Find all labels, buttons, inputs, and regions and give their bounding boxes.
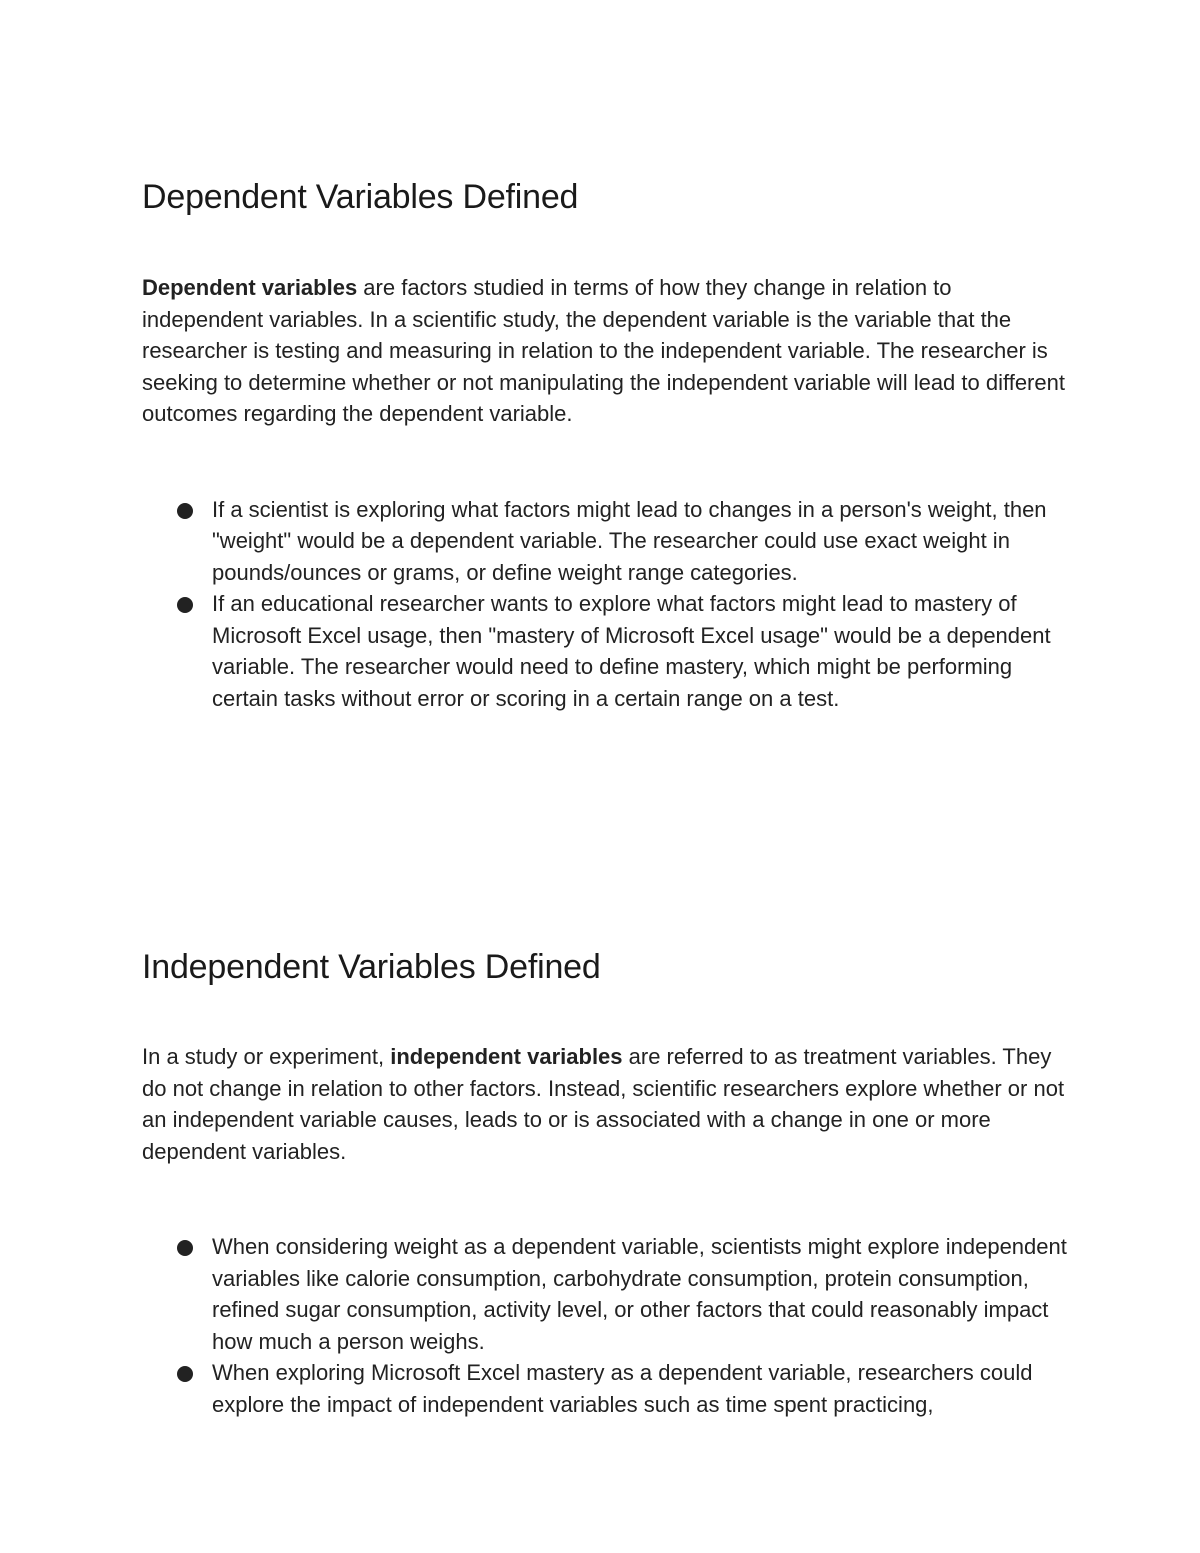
section-heading: Dependent Variables Defined xyxy=(142,178,579,216)
list-item xyxy=(212,1357,1072,1420)
intro-text-pre: In a study or experiment, xyxy=(142,1044,391,1069)
bullet-icon xyxy=(177,503,193,519)
dependent-variables-section xyxy=(142,174,1072,714)
section-intro xyxy=(142,1041,1072,1167)
section-heading: Independent Variables Defined xyxy=(142,948,601,986)
list-item xyxy=(212,588,1072,714)
bold-term: independent variables xyxy=(390,1044,623,1069)
intro-text: are referred to as treatment variables. They do not change in relation to other factors. Instead, scientific researchers explore whether or not an independent variable causes, leads to or is associated with a change in one or more dependent variables. xyxy=(142,1044,1065,1164)
list-item-text: When exploring Microsoft Excel mastery as a dependent variable, researchers could explore the impact of independent variables such as time spent practicing, xyxy=(212,1360,1033,1417)
bullet-icon xyxy=(177,1240,193,1256)
bullet-icon xyxy=(177,1366,193,1382)
bullet-list xyxy=(142,494,1072,715)
bullet-icon xyxy=(177,597,193,613)
section-intro xyxy=(142,272,1072,430)
list-item-text: When considering weight as a dependent variable, scientists might explore independent variables like calorie consumption, carbohydrate consumption, protein consumption, refined sugar consumption, activity level, or other factors that could reasonably impact how much a person weighs. xyxy=(212,1234,1067,1354)
list-item xyxy=(212,494,1072,589)
bullet-list xyxy=(142,1231,1072,1420)
independent-variables-section xyxy=(142,944,1072,1420)
intro-text: are factors studied in terms of how they change in relation to independent variables. In a scientific study, the dependent variable is the variable that the researcher is testing and measuring in relation to the independent variable. The researcher is seeking to determine whether or not manipulating the independent variable will lead to different outcomes regarding the dependent variable. xyxy=(142,275,1065,426)
bold-term: Dependent variables xyxy=(142,275,358,300)
list-item-text: If a scientist is exploring what factors might lead to changes in a person's weight, then "weight" would be a dependent variable. The researcher could use exact weight in pounds/ounces or grams, or define weight range categories. xyxy=(212,496,1047,585)
list-item xyxy=(212,1231,1072,1357)
list-item-text: If an educational researcher wants to explore what factors might lead to mastery of Microsoft Excel usage, then "mastery of Microsoft Excel usage" would be a dependent variable. The researcher would need to define mastery, which might be performing certain tasks without error or scoring in a certain range on a test. xyxy=(212,591,1051,711)
